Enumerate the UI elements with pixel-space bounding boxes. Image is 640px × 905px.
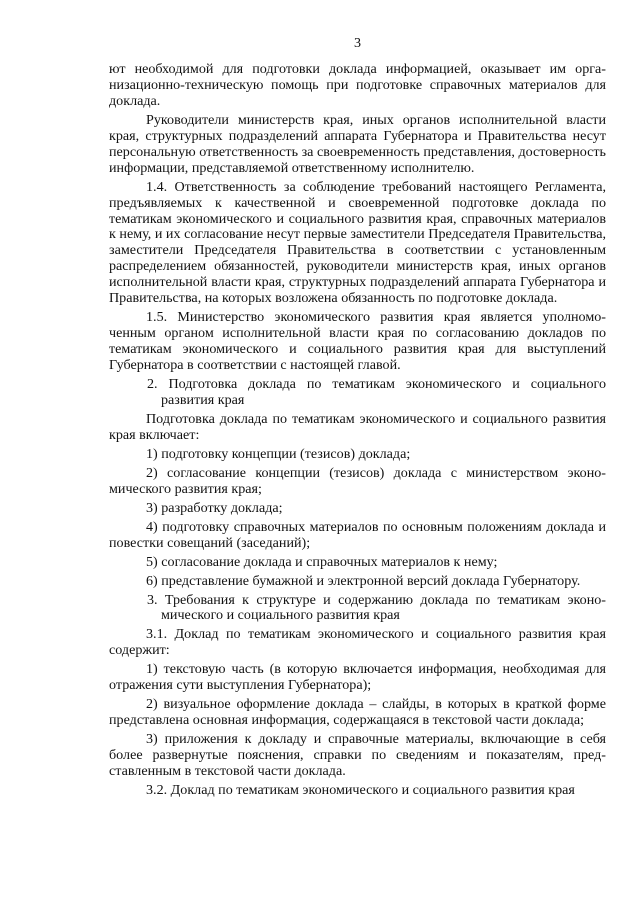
paragraph-3-2: 3.2. Доклад по тематикам экономического и социального развития края (146, 781, 575, 798)
section-2-item: 2) согласование концепции (тезисов) доклада с министерством экономического развития края; (109, 464, 606, 497)
section-3-heading: 3. Требования к структуре и содержанию доклада по тематикам экономического и социального развития края (147, 591, 606, 624)
section-2-intro: Подготовка доклада по тематикам экономического и социального развития края включает: (109, 410, 606, 443)
section-2-item: 3) разработку доклада; (146, 499, 283, 516)
section-3-item: 1) текстовую часть (в которую включается информация, необходимая для отражения сути выступления Губернатора); (109, 661, 606, 694)
section-3-item: 2) визуальное оформление доклада – слайды, в которых в краткой форме представлена основная информация, содержащаяся в текстовой части доклада; (109, 696, 606, 729)
paragraph-continuation: ют необходимой для подготовки доклада информацией, оказывает им организационно-техническую помощь при подготовке справочных материалов для доклада. (109, 60, 606, 109)
section-2-item: 4) подготовку справочных материалов по основным положениям доклада и повестки совещаний (заседаний); (109, 518, 606, 551)
paragraph-1-4: 1.4. Ответственность за соблюдение требований настоящего Регламента, предъявляемых к качественной и своевременной подготовке доклада по тематикам экономического и социального развития края, справочных материалов к нему, и их согласование несут первые заместители Председателя Правительства, заместители Председателя Правительства в соответствии с установленным распределением обязанностей, руководители министерств края, иных органов исполнительной власти края, структурных подразделений аппарата Губернатора и Правительства, на которых возложена обязанность по подготовке доклада. (109, 178, 606, 307)
paragraph-responsibility-heads: Руководители министерств края, иных органов исполнительной власти края, структурных подразделений аппарата Губернатора и Правительства несут персональную ответственность за своевременность представления, достоверность информации, представляемой ответственному исполнителю. (109, 111, 606, 176)
paragraph-1-5: 1.5. Министерство экономического развития края является уполномоченным органом исполнительной власти края по согласованию докладов по тематикам экономического и социального развития края для выступлений Губернатора в соответствии с настоящей главой. (109, 309, 606, 374)
page-number: 3 (353, 35, 362, 51)
section-2-heading: 2. Подготовка доклада по тематикам экономического и социального развития края (147, 376, 606, 409)
section-3-intro: 3.1. Доклад по тематикам экономического и социального развития края содержит: (109, 626, 606, 659)
section-2-item: 5) согласование доклада и справочных материалов к нему; (146, 553, 498, 570)
section-2-item: 6) представление бумажной и электронной версий доклада Губернатору. (146, 572, 581, 589)
document-body (109, 62, 606, 799)
section-3-item: 3) приложения к докладу и справочные материалы, включающие в себя более развернутые пояснения, справки по сведениям и показателям, представленным в текстовой части доклада. (109, 731, 606, 780)
section-2-item: 1) подготовку концепции (тезисов) доклада; (146, 445, 411, 462)
